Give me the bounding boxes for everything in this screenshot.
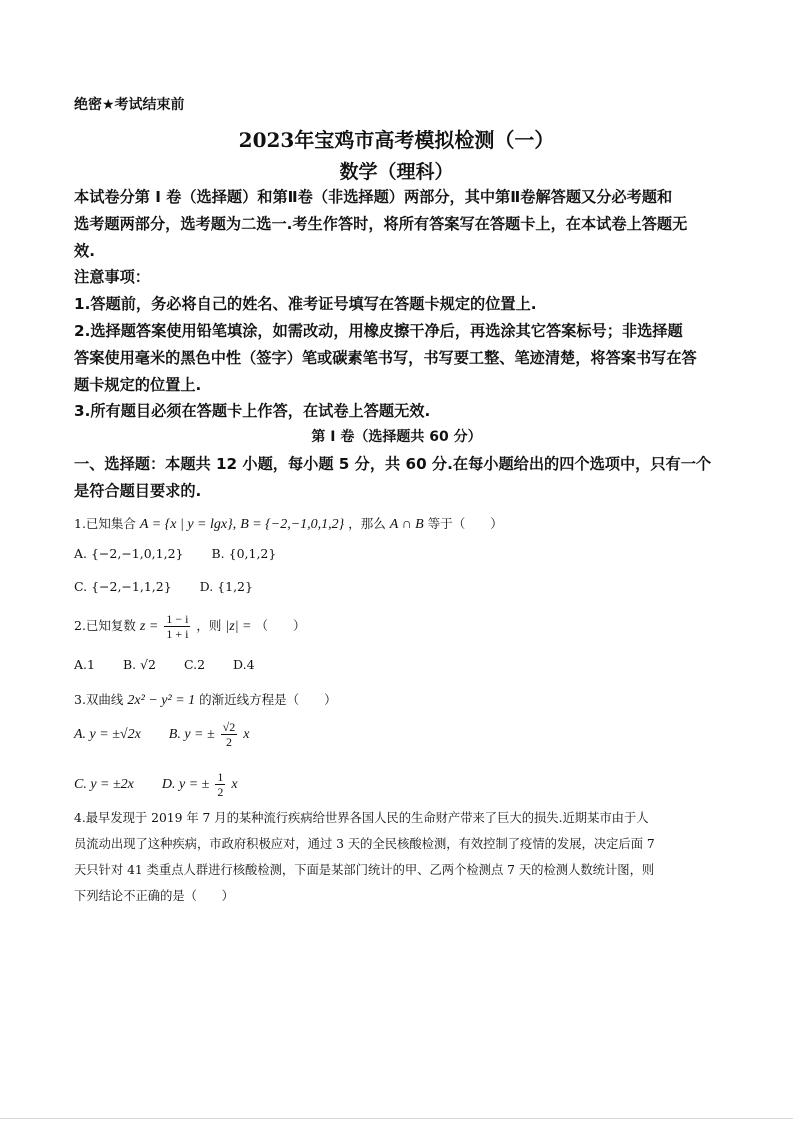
question-4-line-1: 4.最早发现于 2019 年 7 月的某种流行疾病给世界各国人民的生命财产带来了巨大的损失.近期某市由于人 <box>74 811 649 825</box>
q2-abs: |z| = <box>225 619 252 634</box>
note-2-line-1: 2.选择题答案使用铅笔填涂，如需改动，用橡皮擦干净后，再选涂其它答案标号；非选择题 <box>74 322 683 340</box>
intro-line-2: 选考题两部分，选考题为二选一.考生作答时，将所有答案写在答题卡上，在本试卷上答题无 <box>74 215 688 233</box>
note-1: 1.答题前，务必将自己的姓名、准考证号填写在答题卡规定的位置上. <box>74 295 537 313</box>
q3-option-d-numerator: 1 <box>217 770 224 784</box>
question-1-options-ab <box>74 546 300 561</box>
q1-option-c[interactable]: C. {−2,−1,1,2} <box>74 579 172 594</box>
question-3-stem <box>74 690 337 709</box>
q3-option-c[interactable]: C. y = ±2x <box>74 777 134 792</box>
q1-expr: A ∩ B <box>389 517 424 532</box>
q3-option-d-pre: D. y = ± <box>161 777 210 792</box>
question-1-stem <box>74 514 503 533</box>
q2-stem-pre: 2.已知复数 <box>74 618 136 633</box>
q2-fraction-denominator: 1 + i <box>166 627 189 641</box>
section-heading: 第 I 卷（选择题共 60 分） <box>311 429 482 445</box>
q3-option-b-pre: B. y = ± <box>168 727 215 742</box>
q3-option-b-numerator: √2 <box>222 720 236 734</box>
intro-line-3: 效. <box>74 242 95 260</box>
notes-title: 注意事项： <box>74 268 150 286</box>
section-desc-line-1: 一、选择题：本题共 12 小题，每小题 5 分，共 60 分.在每小题给出的四个选项中，只有一个 <box>74 455 712 473</box>
question-3-options-cd <box>74 770 262 799</box>
q2-z-eq: z = <box>139 619 159 634</box>
intro-line-1: 本试卷分第 I 卷（选择题）和第Ⅱ卷（非选择题）两部分，其中第Ⅱ卷解答题又分必考题和 <box>74 188 673 206</box>
q2-fraction <box>164 612 190 641</box>
q3-option-d-fraction <box>215 770 225 799</box>
question-2-stem <box>74 612 306 641</box>
q1-set-a: A = {x | y = lgx} <box>139 517 233 532</box>
q3-option-d-denominator: 2 <box>217 785 224 799</box>
q1-option-d[interactable]: D. {1,2} <box>199 579 253 594</box>
question-1-options-cd <box>74 579 277 594</box>
page-bottom-edge <box>0 1118 793 1122</box>
question-4-line-4: 下列结论不正确的是（ ） <box>74 889 234 903</box>
exam-title: 2023年宝鸡市高考模拟检测（一） <box>238 128 555 152</box>
question-4-line-2: 员流动出现了这种疾病，市政府积极应对，通过 3 天的全民核酸检测，有效控制了疫情的发展，决定后面 7 <box>74 837 655 851</box>
q1-set-b: B = {−2,−1,0,1,2} <box>240 517 345 532</box>
question-3-options-ab <box>74 720 273 749</box>
note-2-line-2: 答案使用毫米的黑色中性（签字）笔或碳素笔书写，书写要工整、笔迹清楚，将答案书写在答 <box>74 349 697 367</box>
q2-option-b[interactable]: B. √2 <box>122 657 157 672</box>
q1-option-a[interactable]: A. {−2,−1,0,1,2} <box>74 546 184 561</box>
q3-option-b[interactable] <box>169 720 250 749</box>
q3-option-a[interactable]: A. y = ±√2x <box>74 727 141 742</box>
q1-option-b[interactable]: B. {0,1,2} <box>211 546 277 561</box>
q2-fraction-numerator: 1 − i <box>166 612 189 626</box>
question-2-options <box>74 657 279 672</box>
q3-option-d-post: x <box>231 777 238 792</box>
q3-stem-post: 的渐近线方程是（ ） <box>199 692 337 707</box>
q3-option-b-fraction <box>221 720 238 749</box>
q1-stem-mid: ，那么 <box>348 516 386 531</box>
exam-subtitle: 数学（理科） <box>339 161 454 183</box>
q2-option-a[interactable]: A.1 <box>74 657 95 672</box>
q1-stem-post: 等于（ ） <box>427 516 503 531</box>
q2-stem-post: （ ） <box>255 618 306 633</box>
section-desc-line-2: 是符合题目要求的. <box>74 482 202 500</box>
q1-sep: , <box>232 517 237 532</box>
page-bottom-rule <box>0 1118 793 1119</box>
q2-option-c[interactable]: C.2 <box>184 657 206 672</box>
question-4-line-3: 天只针对 41 类重点人群进行核酸检测，下面是某部门统计的甲、乙两个检测点 7 天的检测人数统计图，则 <box>74 863 655 877</box>
q2-stem-mid: ，则 <box>196 618 222 633</box>
note-3: 3.所有题目必须在答题卡上作答，在试卷上答题无效. <box>74 402 431 420</box>
q3-stem-pre: 3.双曲线 <box>74 692 124 707</box>
q3-option-d[interactable] <box>162 770 238 799</box>
confidential-label: 绝密★考试结束前 <box>74 97 185 113</box>
q1-stem-pre: 1.已知集合 <box>74 516 136 531</box>
note-2-line-3: 题卡规定的位置上. <box>74 376 202 394</box>
q3-option-b-denominator: 2 <box>225 735 232 749</box>
q2-option-d[interactable]: D.4 <box>233 657 255 672</box>
q3-option-b-post: x <box>243 727 250 742</box>
q3-equation: 2x² − y² = 1 <box>127 693 196 708</box>
